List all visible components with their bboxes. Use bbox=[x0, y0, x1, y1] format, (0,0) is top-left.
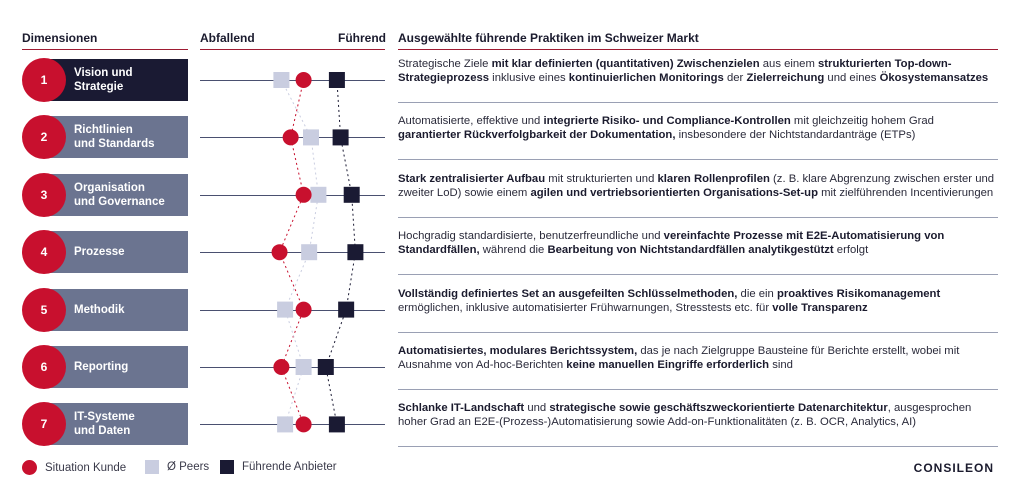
practice-text: Strategische Ziele bbox=[398, 58, 492, 70]
practice-text-bold: proaktives Risikomanagement bbox=[776, 287, 941, 300]
practice-text: insbesondere der Nichtstandardanträge (ETPs) bbox=[675, 129, 916, 142]
client-marker bbox=[272, 244, 288, 260]
practice-text: ermöglichen, inklusive automatisierter Frühwarnungen, Stresstests etc. für bbox=[398, 301, 773, 314]
peers-marker-icon bbox=[145, 460, 159, 474]
peers-marker bbox=[296, 359, 312, 375]
dimension-number: 6 bbox=[22, 345, 66, 389]
dimension-label-line1: Vision und bbox=[74, 67, 133, 79]
client-marker bbox=[273, 359, 289, 375]
dimension-label-line1: Prozesse bbox=[74, 246, 125, 259]
dimension-label-line1: Richtlinien bbox=[74, 124, 133, 137]
dimension-number: 5 bbox=[22, 288, 66, 332]
practice-text-bold: strategische sowie geschäftszweckorientierte Datenarchitektur bbox=[549, 402, 888, 415]
practice-text: während die bbox=[479, 244, 548, 257]
leaders-marker bbox=[347, 244, 363, 260]
practice-text-bold: kontinuierlichen Monitorings bbox=[568, 72, 724, 84]
practice-text: und eines bbox=[824, 72, 880, 84]
practice-text: der bbox=[723, 72, 747, 84]
dimension-number: 1 bbox=[22, 58, 66, 102]
practice-text: , ausgesprochen hoher Grad an E2E-(Prozess-)Automatisierung sowie Add-on-Funktionalitäten (z. B. OCR, Analytics, AI) bbox=[398, 402, 972, 429]
practice-text-bold: Schlanke IT-Landschaft bbox=[398, 402, 525, 415]
header-practices: Ausgewählte führende Praktiken im Schweizer Markt bbox=[398, 31, 699, 45]
dimension-label-line1: Reporting bbox=[74, 361, 129, 373]
legend-leaders-label: Führende Anbieter bbox=[242, 461, 337, 473]
client-marker bbox=[283, 129, 299, 145]
practice-text: mit zielführenden Incentivierungen bbox=[817, 186, 994, 199]
practice-text-bold: vereinfachte Prozesse mit E2E-Automatisierung von Standardfällen, bbox=[398, 230, 945, 257]
practice-text: mit gleichzeitig hohem Grad bbox=[790, 115, 934, 128]
practice-text-bold: agilen und vertriebsorientierten Organisations-Set-up bbox=[530, 186, 818, 199]
leaders-marker bbox=[333, 129, 349, 145]
leaders-marker bbox=[329, 416, 345, 432]
client-marker bbox=[296, 416, 312, 432]
practice-text-bold: Zielerreichung bbox=[746, 72, 825, 84]
practice-text-bold: Bearbeitung von Nichtstandardfällen analytikgestützt bbox=[547, 244, 834, 257]
practice-text-bold: integrierte Risiko- und Compliance-Kontrollen bbox=[543, 115, 791, 128]
dimension-number: 7 bbox=[22, 402, 66, 446]
dimension-number: 3 bbox=[22, 173, 66, 217]
practice-text: (z. B. klare Abgrenzung zwischen erster und zweiter LoD) sowie einem bbox=[398, 172, 995, 199]
legend-leaders bbox=[220, 460, 337, 474]
peers-marker bbox=[301, 244, 317, 260]
client-marker-icon bbox=[22, 460, 37, 475]
legend-client bbox=[22, 460, 126, 475]
practice-text-bold: Vollständig definiertes Set an ausgefeilten Schlüsselmethoden, bbox=[398, 287, 738, 300]
dimension-label-line2: und Governance bbox=[74, 195, 165, 208]
practice-text-bold: keine manuellen Eingriffe erforderlich bbox=[566, 359, 770, 371]
header-leading: Führend bbox=[338, 31, 386, 45]
legend-peers bbox=[145, 460, 209, 474]
peers-marker bbox=[277, 416, 293, 432]
practice-text: sind bbox=[769, 359, 793, 371]
peers-marker bbox=[310, 187, 326, 203]
practice-text: Hochgradig standardisierte, benutzerfreundliche und bbox=[398, 230, 664, 243]
practice-text: die ein bbox=[737, 287, 777, 300]
practice-text: das je nach Zielgruppe Bausteine für Berichte erstellt, wobei mit Ausnahme von Ad-hoc-Berichten bbox=[398, 345, 960, 371]
client-marker bbox=[296, 302, 312, 318]
practice-text-bold: klaren Rollenprofilen bbox=[657, 172, 770, 185]
dimension-label-line1: Organisation bbox=[74, 181, 145, 194]
peers-marker bbox=[303, 129, 319, 145]
practice-text-bold: mit klar definierten (quantitativen) Zwischenzielen bbox=[491, 58, 760, 70]
dimension-number: 2 bbox=[22, 115, 66, 159]
peers-marker bbox=[273, 72, 289, 88]
peers-marker bbox=[277, 302, 293, 318]
practice-text: mit strukturierten und bbox=[545, 172, 658, 185]
practice-text-bold: volle Transparenz bbox=[772, 301, 868, 314]
leaders-marker bbox=[338, 302, 354, 318]
consileon-logo: CONSILEON bbox=[913, 461, 994, 475]
practice-text-bold: garantierter Rückverfolgbarkeit der Dokumentation, bbox=[398, 129, 676, 142]
leaders-marker-icon bbox=[220, 460, 234, 474]
practice-text: aus einem bbox=[759, 58, 819, 70]
practice-text: Automatisierte, effektive und bbox=[398, 115, 544, 128]
dimension-label-line1: IT-Systeme bbox=[74, 411, 135, 424]
dimension-label-line2: und Daten bbox=[74, 425, 131, 438]
legend-client-label: Situation Kunde bbox=[45, 461, 127, 474]
legend-peers-label: Ø Peers bbox=[167, 461, 210, 473]
client-marker bbox=[296, 187, 312, 203]
practice-text-bold: strukturierten Top-down-Strategieprozess bbox=[398, 58, 952, 84]
practice-text-bold: Ökosystemansatzes bbox=[879, 72, 989, 84]
dimension-number: 4 bbox=[22, 230, 66, 274]
client-marker bbox=[296, 72, 312, 88]
header-declining: Abfallend bbox=[200, 31, 255, 45]
leaders-marker bbox=[318, 359, 334, 375]
leaders-marker bbox=[329, 72, 345, 88]
practice-text: und bbox=[524, 402, 550, 415]
practice-text: inklusive eines bbox=[489, 72, 569, 84]
dimension-label-line1: Methodik bbox=[74, 303, 125, 316]
dimension-label-line2: Strategie bbox=[74, 81, 124, 93]
leaders-marker bbox=[344, 187, 360, 203]
practice-text: erfolgt bbox=[833, 244, 869, 257]
header-dimensions: Dimensionen bbox=[22, 31, 98, 45]
dimension-label-line2: und Standards bbox=[74, 138, 155, 151]
practice-text-bold: Automatisiertes, modulares Berichtssystem, bbox=[398, 345, 638, 357]
practice-text-bold: Stark zentralisierter Aufbau bbox=[398, 172, 546, 185]
